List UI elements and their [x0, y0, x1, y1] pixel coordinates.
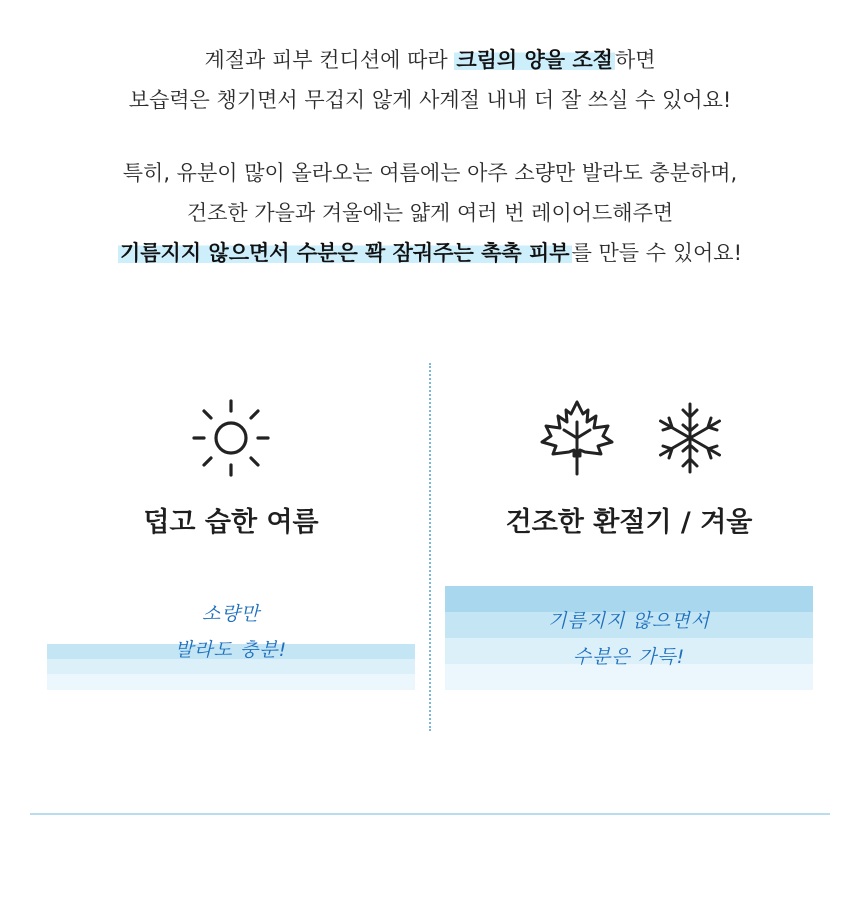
summer-title: 덥고 습한 여름	[143, 507, 319, 538]
summer-note-line-2: 발라도 충분!	[174, 639, 288, 661]
intro-text	[0, 40, 860, 273]
dry-season-title: 건조한 환절기 / 겨울	[505, 507, 753, 538]
snowflake-icon	[652, 400, 728, 476]
column-divider	[429, 363, 431, 731]
intro-line-5: 기름지지 않으면서 수분은 꽉 잠궈주는 촉촉 피부를 만들 수 있어요!	[119, 241, 743, 265]
summer-note-line-1: 소량만	[201, 603, 261, 625]
intro-line-4: 건조한 가을과 겨울에는 얇게 여러 번 레이어드해주면	[186, 201, 674, 225]
dry-season-note	[445, 603, 813, 675]
intro-line-2: 보습력은 챙기면서 무겁지 않게 사계절 내내 더 잘 쓰실 수 있어요!	[128, 88, 732, 112]
dry-season-note-line-1: 기름지지 않으면서	[548, 610, 710, 632]
intro-line-3: 특히, 유분이 많이 올라오는 여름에는 아주 소량만 발라도 충분하며,	[122, 161, 738, 185]
intro-line-1: 계절과 피부 컨디션에 따라 크림의 양을 조절하면	[204, 48, 656, 72]
summer-note	[47, 596, 415, 668]
intro-highlight-2: 기름지지 않으면서 수분은 꽉 잠궈주는 촉촉 피부	[119, 241, 570, 265]
sun-icon	[190, 397, 272, 479]
intro-highlight-1: 크림의 양을 조절	[456, 48, 613, 72]
dry-season-note-line-2: 수분은 가득!	[572, 646, 686, 668]
bottom-divider	[30, 813, 830, 815]
maple-leaf-icon	[536, 398, 618, 478]
